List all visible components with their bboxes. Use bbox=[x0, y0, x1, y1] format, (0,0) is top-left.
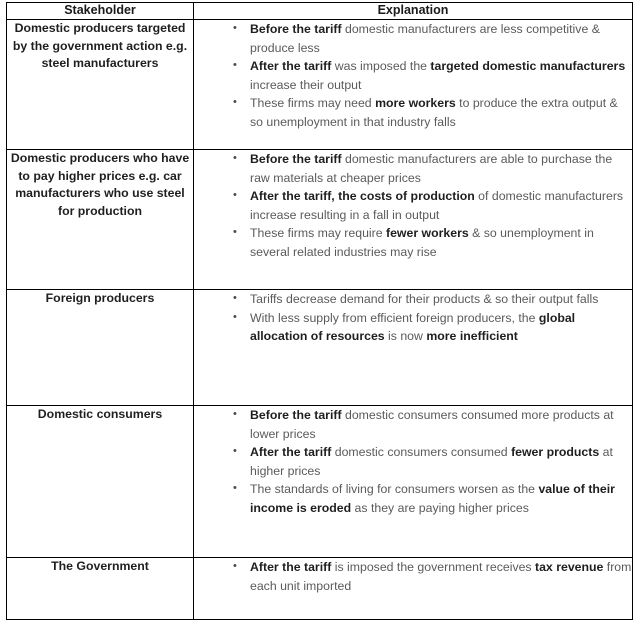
explanation-bullet-list bbox=[194, 290, 632, 346]
bullet-item: • With less supply from efficient foreign producers, the global allocation of resources is now more inefficient bbox=[194, 309, 632, 346]
explanation-bullet-list bbox=[194, 150, 632, 262]
bullet-item: • Before the tariff domestic manufacturers are able to purchase the raw materials at cheaper prices bbox=[194, 150, 632, 187]
bullet-item: • These firms may need more workers to produce the extra output & so unemployment in that industry falls bbox=[194, 94, 632, 131]
bullet-item: • After the tariff was imposed the targeted domestic manufacturers increase their output bbox=[194, 57, 632, 94]
stakeholder-name: Domestic consumers bbox=[7, 406, 194, 558]
table-body bbox=[7, 20, 633, 620]
table-row bbox=[7, 406, 633, 558]
stakeholder-name: Domestic producers who have to pay higher prices e.g. car manufacturers who use steel for production bbox=[7, 150, 194, 290]
bullet-item: • Before the tariff domestic consumers consumed more products at lower prices bbox=[194, 406, 632, 443]
table-row bbox=[7, 20, 633, 150]
stakeholder-name: Domestic producers targeted by the government action e.g. steel manufacturers bbox=[7, 20, 194, 150]
bullet-item: • After the tariff, the costs of production of domestic manufacturers increase resulting in a fall in output bbox=[194, 187, 632, 224]
stakeholder-impact-table bbox=[6, 2, 633, 620]
explanation-bullet-list bbox=[194, 558, 632, 595]
column-header-stakeholder: Stakeholder bbox=[7, 3, 194, 20]
stakeholder-name: Foreign producers bbox=[7, 290, 194, 406]
bullet-item: • These firms may require fewer workers & so unemployment in several related industries may rise bbox=[194, 224, 632, 261]
column-header-explanation: Explanation bbox=[194, 3, 633, 20]
bullet-item: • After the tariff domestic consumers consumed fewer products at higher prices bbox=[194, 443, 632, 480]
table-row bbox=[7, 150, 633, 290]
explanation-cell bbox=[194, 20, 633, 150]
stakeholder-name: The Government bbox=[7, 558, 194, 620]
explanation-cell bbox=[194, 290, 633, 406]
explanation-bullet-list bbox=[194, 406, 632, 518]
table-header-row bbox=[7, 3, 633, 20]
bullet-item: • The standards of living for consumers worsen as the value of their income is eroded as they are paying higher prices bbox=[194, 480, 632, 517]
bullet-item: • After the tariff is imposed the government receives tax revenue from each unit imported bbox=[194, 558, 632, 595]
explanation-cell bbox=[194, 558, 633, 620]
explanation-cell bbox=[194, 406, 633, 558]
explanation-bullet-list bbox=[194, 20, 632, 132]
table-row bbox=[7, 290, 633, 406]
bullet-item: • Tariffs decrease demand for their products & so their output falls bbox=[194, 290, 632, 309]
bullet-item: • Before the tariff domestic manufacturers are less competitive & produce less bbox=[194, 20, 632, 57]
explanation-cell bbox=[194, 150, 633, 290]
table-row bbox=[7, 558, 633, 620]
